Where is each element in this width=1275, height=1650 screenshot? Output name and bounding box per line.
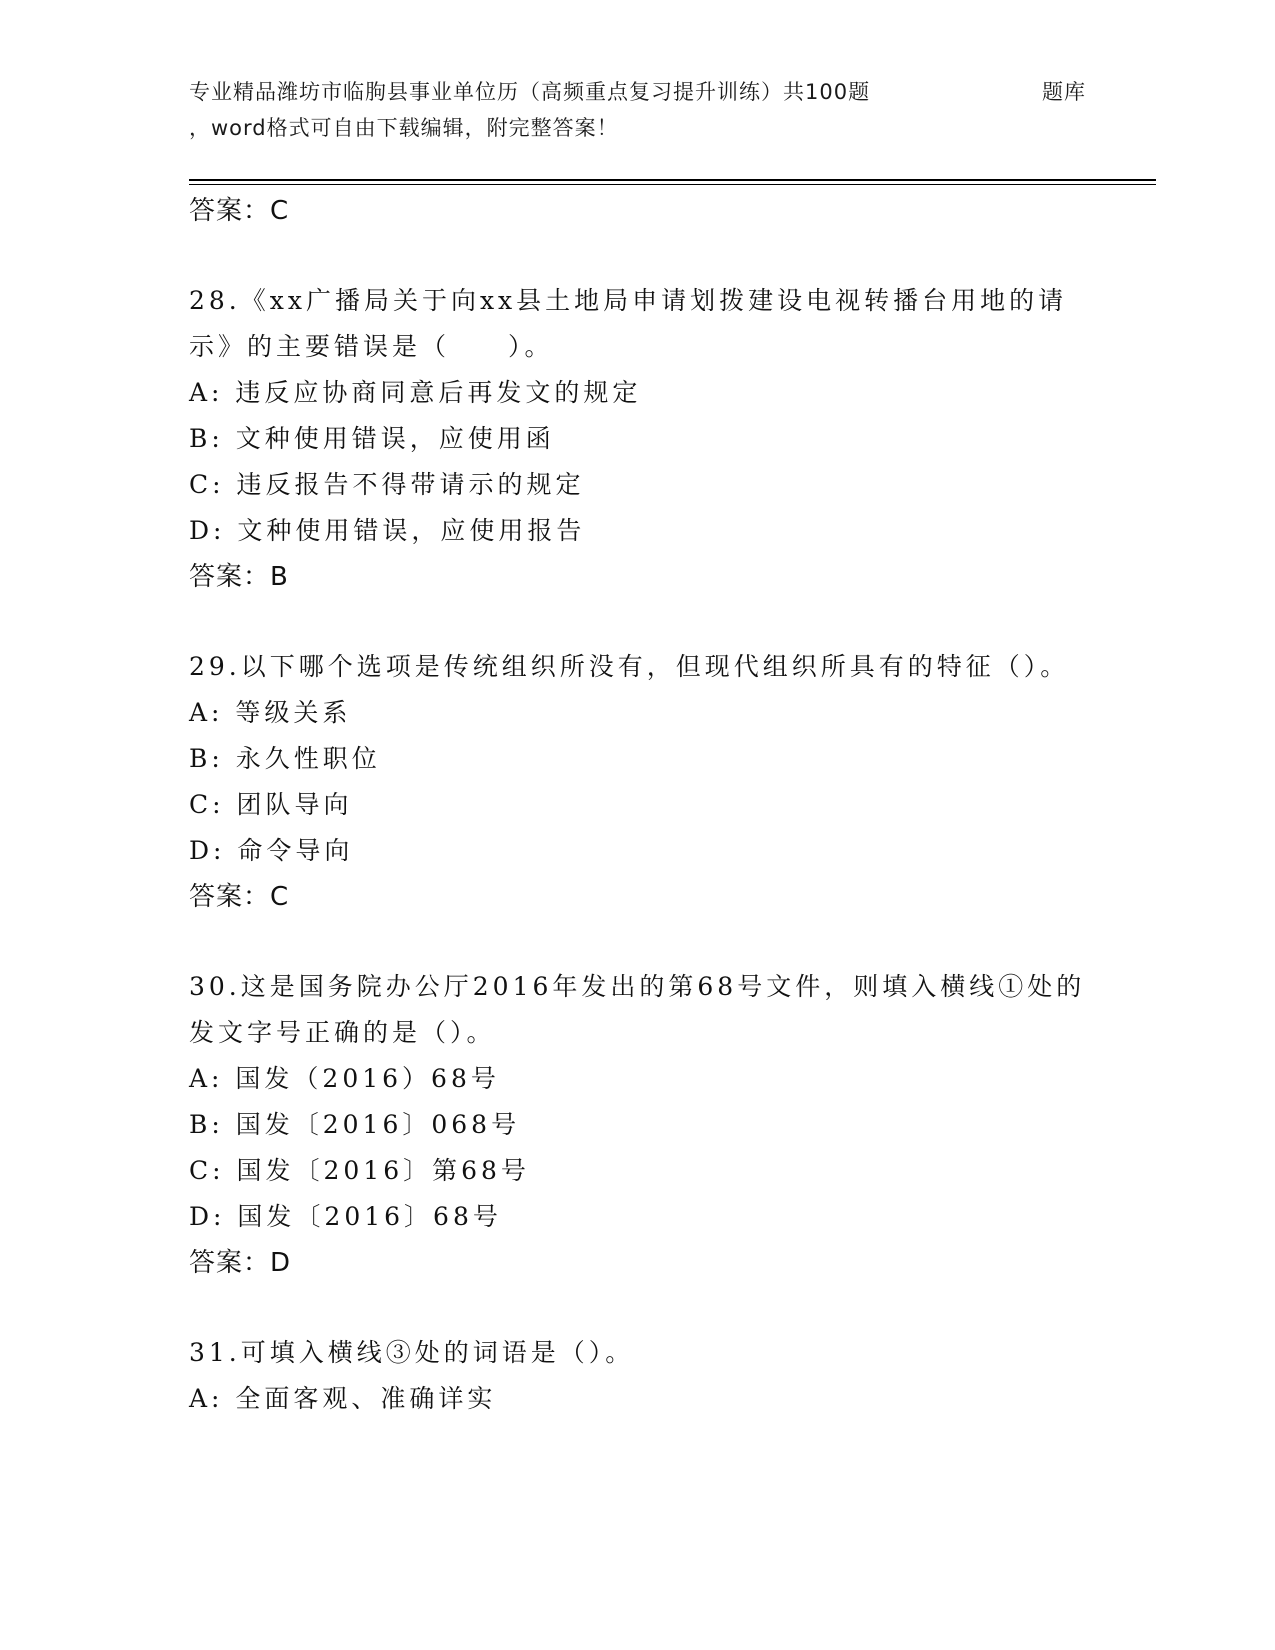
option-b: B: 国发〔2016〕068号: [189, 1110, 521, 1139]
answer: 答案：D: [189, 1248, 292, 1278]
question-stem: 28.《xx广播局关于向xx县土地局申请划拨建设电视转播台用地的请示》的主要错误是（ ）。: [189, 286, 1068, 361]
option-a: A: 违反应协商同意后再发文的规定: [189, 378, 642, 407]
question-30: [189, 964, 1089, 1286]
answer: 答案：C: [189, 882, 290, 912]
answer: 答案：B: [189, 562, 289, 592]
header-divider-thick: [189, 179, 1156, 181]
option-a: A: 国发（2016）68号: [189, 1064, 500, 1093]
option-c: C: 国发〔2016〕第68号: [189, 1156, 530, 1185]
question-stem: 31.可填入横线③处的词语是（）。: [189, 1338, 635, 1367]
option-d: D: 文种使用错误，应使用报告: [189, 516, 586, 545]
header-tag: 题库: [1042, 80, 1086, 104]
option-a: A: 等级关系: [189, 698, 352, 727]
question-28: [189, 278, 1089, 600]
option-c: C: 违反报告不得带请示的规定: [189, 470, 585, 499]
option-b: B: 永久性职位: [189, 744, 381, 773]
header-divider-thin: [189, 184, 1156, 185]
option-a: A: 全面客观、准确详实: [189, 1384, 497, 1413]
option-d: D: 命令导向: [189, 836, 354, 865]
question-stem: 30.这是国务院办公厅2016年发出的第68号文件，则填入横线①处的发文字号正确的是（）。: [189, 972, 1086, 1047]
previous-answer: 答案：C: [189, 196, 290, 226]
question-list: [189, 188, 1089, 1422]
page-header: [189, 74, 1089, 146]
header-title: 专业精品潍坊市临朐县事业单位历（高频重点复习提升训练）共100题: [189, 80, 871, 104]
question-stem: 29.以下哪个选项是传统组织所没有，但现代组织所具有的特征（）。: [189, 652, 1070, 681]
option-d: D: 国发〔2016〕68号: [189, 1202, 502, 1231]
option-b: B: 文种使用错误，应使用函: [189, 424, 555, 453]
header-line-2: ，word格式可自由下载编辑，附完整答案！: [189, 116, 619, 140]
question-31: [189, 1330, 1089, 1422]
option-c: C: 团队导向: [189, 790, 353, 819]
question-29: [189, 644, 1089, 920]
header-line-1: [189, 74, 1089, 110]
